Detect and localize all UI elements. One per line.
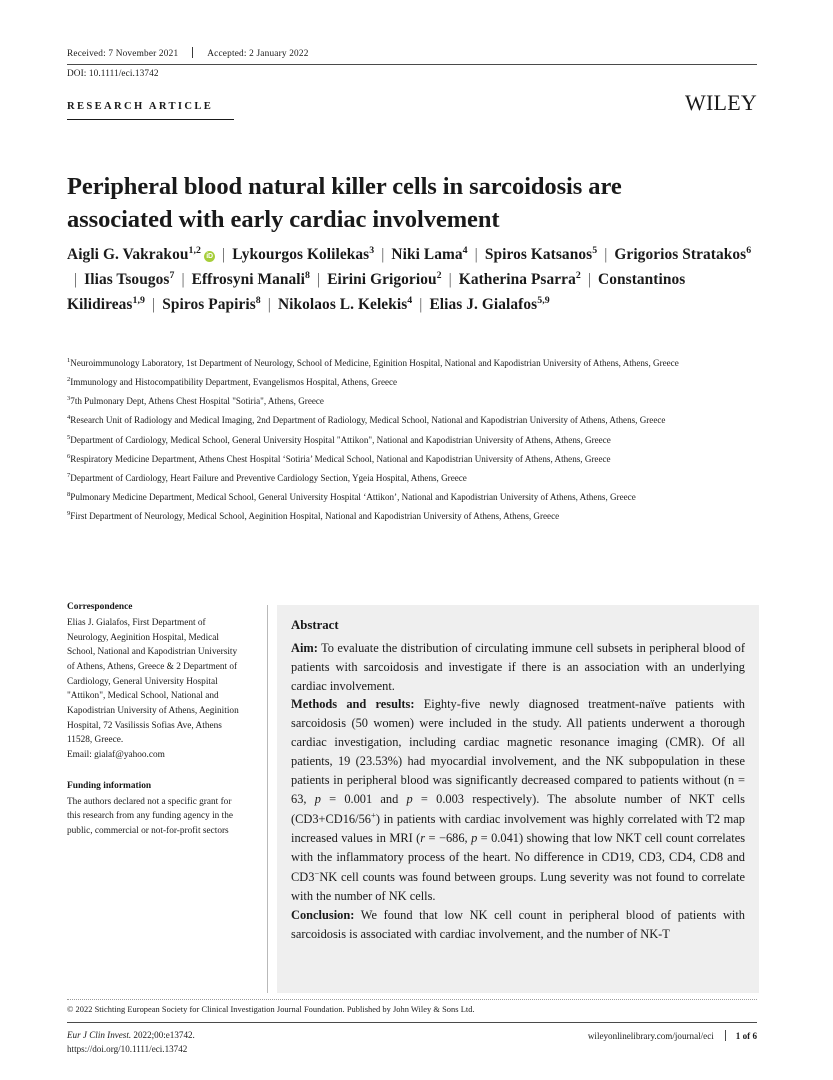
affiliation-text: Research Unit of Radiology and Medical Imaging, 2nd Department of Radiology, Medical School, National and Kapodistrian University of Athens, Athens, Greece — [70, 415, 666, 426]
abstract-aim-label: Aim: — [291, 640, 318, 655]
affiliation-item — [67, 394, 759, 408]
author-name: Niki Lama$^4$ — [391, 245, 468, 264]
author-name: Effrosyni Manali$^8$ — [191, 270, 311, 289]
abstract-methods-text: NK cell counts was found between groups. Lung severity was not found to correlate with the number of NK cells. — [291, 870, 745, 904]
abstract-box — [277, 605, 759, 993]
correspondence-email[interactable]: Email: gialaf@yahoo.com — [67, 750, 165, 761]
author-name: Spiros Katsanos$^5$ — [484, 245, 598, 264]
affiliation-marker: 4 — [67, 414, 71, 422]
doi-line: DOI: 10.1111/eci.13742 — [67, 69, 159, 79]
stat-symbol-p: p — [406, 792, 413, 807]
correspondence-heading: Correspondence — [67, 602, 133, 612]
affiliation-text: Immunology and Histocompatibility Department, Evangelismos Hospital, Athens, Greece — [70, 377, 398, 388]
abstract-methods-label: Methods and results: — [291, 697, 415, 712]
affiliation-marker: 9 — [67, 510, 71, 517]
received-date: Received: 7 November 2021 — [67, 49, 179, 59]
abstract-conclusion-text: We found that low NK cell count in peripheral blood of patients with sarcoidosis is associated with cardiac involvement, and the number of NK-T — [291, 908, 745, 942]
affiliation-item — [67, 375, 759, 389]
header-rule — [67, 64, 757, 65]
wiley-logo-text: WILEY — [685, 90, 757, 115]
abstract-methods-text: = −686, — [425, 831, 472, 846]
author-name: Katherina Psarra$^2$ — [458, 270, 581, 289]
copyright-line: © 2022 Stichting European Society for Clinical Investigation Journal Foundation. Published by John Wiley & Sons Ltd. — [67, 1005, 475, 1014]
correspondence-column — [67, 600, 247, 855]
article-type-label: RESEARCH ARTICLE — [67, 101, 214, 112]
affiliation-item — [67, 471, 759, 485]
affiliation-item — [67, 433, 759, 447]
wiley-logo — [685, 90, 757, 116]
correspondence-body: Elias J. Gialafos, First Department of Neurology, Aeginition Hospital, Medical School, National and Kapodistrian University of Athens, Athens, Greece & 2 Department of Cardiology, General University Hospital "Attikon", Medical School, National and Kapodistrian University of Athens, Aeginition Hospital, 72 Vasilissis Sofias Ave, Athens 11528, Greece. — [67, 617, 239, 746]
affiliation-text: Respiratory Medicine Department, Athens Chest Hospital ‘Sotiria’ Medical School, National and Kapodistrian University of Athens, Athens, Greece — [70, 453, 611, 464]
citation-detail: 2022;00:e13742. — [131, 1030, 195, 1040]
author-affiliation-marker: 8 — [305, 270, 311, 282]
author-separator: | — [317, 271, 321, 289]
orcid-icon[interactable]: iD — [204, 251, 215, 262]
correspondence-block — [67, 600, 247, 763]
author-affiliation-marker: 4 — [462, 245, 468, 256]
author-separator: | — [448, 271, 452, 289]
author-separator: | — [604, 246, 608, 264]
stat-symbol-p: p — [314, 792, 321, 807]
affiliation-item — [67, 356, 759, 370]
author-separator: | — [381, 246, 385, 264]
affiliation-marker: 5 — [67, 433, 71, 441]
page-number: 1 of 6 — [735, 1031, 757, 1041]
column-divider — [267, 605, 268, 993]
author-name: Spiros Papiris$^8$ — [162, 295, 261, 314]
author-affiliation-marker: 2 — [436, 270, 442, 282]
affiliation-item — [67, 413, 759, 427]
author-list — [67, 243, 767, 318]
affiliation-item — [67, 452, 759, 466]
abstract-conclusion-label: Conclusion: — [291, 908, 355, 923]
article-type-rule — [67, 119, 234, 120]
affiliation-marker: 8 — [67, 490, 71, 498]
author-affiliation-marker: 8 — [255, 295, 261, 307]
journal-website-link[interactable]: wileyonlinelibrary.com/journal/eci — [587, 1031, 714, 1041]
affiliation-text: Department of Cardiology, Medical School, General University Hospital "Attikon", National and Kapodistrian University of Athens, Athens, Greece — [70, 434, 611, 445]
author-name: Ilias Tsougos$^7$ — [84, 270, 175, 289]
affiliation-marker: 1 — [67, 357, 71, 364]
marker-plus: + — [370, 810, 376, 821]
abstract-heading: Abstract — [291, 618, 339, 632]
author-separator: | — [222, 246, 226, 264]
author-separator: | — [474, 246, 478, 264]
affiliation-marker: 3 — [67, 395, 71, 403]
author-name: Grigorios Stratakos$^6$ — [614, 245, 752, 264]
author-name: Elias J. Gialafos$^{5,9}$ — [429, 295, 550, 314]
author-separator: | — [587, 271, 592, 289]
affiliation-text: Neuroimmunology Laboratory, 1st Department of Neurology, School of Medicine, Eginition Hospital, National and Kapodistrian University of Athens, Athens, Greece — [70, 358, 679, 369]
author-name: Aigli G. Vakrakou$^{1,2}$ — [67, 245, 202, 264]
affiliation-marker: 2 — [67, 376, 71, 384]
journal-abbreviation: Eur J Clin Invest. — [67, 1030, 132, 1040]
author-affiliation-marker: 3 — [369, 245, 375, 256]
abstract-methods-text: = 0.003 respectively). The absolute number of NKT cells (CD3+CD16/56 — [291, 792, 746, 827]
abstract-methods-text: ) in patients with cardiac involvement was highly correlated with T2 map increased values in MRI ( — [291, 812, 745, 846]
affiliation-item — [67, 490, 759, 504]
affiliation-text: Department of Cardiology, Heart Failure and Preventive Cardiology Section, Ygeia Hospital, Athens, Greece — [70, 472, 467, 483]
abstract-methods-text: = 0.001 and — [320, 792, 407, 807]
abstract-body — [291, 639, 745, 945]
footer-right — [588, 1030, 757, 1041]
affiliation-list — [67, 356, 759, 528]
author-affiliation-marker: 5,9 — [537, 295, 550, 307]
affiliation-text: Pulmonary Medicine Department, Medical School, General University Hospital ‘Attikon’, National and Kapodistrian University of Athens, Athens, Greece — [70, 491, 636, 502]
author-affiliation-marker: 4 — [407, 295, 413, 307]
dates-divider — [192, 47, 193, 58]
author-affiliation-marker: 5 — [592, 245, 598, 256]
abstract-aim-text: To evaluate the distribution of circulating immune cell subsets in peripheral blood of patients with sarcoidosis and investigate if there is an association with an underlying cardiac involvement. — [291, 640, 745, 693]
manuscript-dates — [67, 47, 757, 59]
funding-body: The authors declared not a specific grant for this research from any funding agency in the public, commercial or not-for-profit sectors — [67, 796, 233, 836]
footer-divider — [725, 1030, 726, 1041]
author-affiliation-marker: 1,2 — [188, 245, 202, 256]
affiliation-text: First Department of Neurology, Medical School, Aeginition Hospital, National and Kapodistrian University of Athens, Athens, Greece — [70, 511, 560, 522]
author-affiliation-marker: 2 — [575, 270, 581, 282]
page-title: Peripheral blood natural killer cells in sarcoidosis are associated with early cardiac involvement — [67, 173, 622, 233]
marker-minus: − — [314, 868, 320, 879]
author-separator: | — [74, 271, 78, 289]
accepted-date: Accepted: 2 January 2022 — [207, 49, 309, 59]
stat-symbol-p: p — [471, 831, 478, 846]
author-name: Eirini Grigoriou$^2$ — [327, 270, 442, 289]
author-affiliation-marker: 1,9 — [132, 295, 146, 307]
affiliation-marker: 7 — [67, 471, 71, 479]
affiliation-item — [67, 509, 759, 523]
footer-citation — [67, 1029, 195, 1056]
author-name: Lykourgos Kolilekas$^3$ — [232, 245, 375, 264]
affiliation-marker: 6 — [67, 452, 71, 460]
author-separator: | — [267, 296, 271, 314]
author-separator: | — [152, 296, 156, 314]
abstract-methods-text: = 0.041) showing that low NKT cell count correlates with the inflammatory process of the heart. No difference in CD19, CD3, CD4, CD8 and CD3 — [291, 831, 746, 885]
funding-block — [67, 779, 247, 839]
author-name: Nikolaos L. Kelekis$^4$ — [277, 295, 413, 314]
affiliation-text: 7th Pulmonary Dept, Athens Chest Hospital "Sotiria", Athens, Greece — [70, 396, 324, 407]
footer-dotted-rule — [67, 999, 757, 1000]
author-separator: | — [419, 296, 423, 314]
doi-url[interactable]: https://doi.org/10.1111/eci.13742 — [67, 1043, 188, 1054]
author-name: Constantinos Kilidireas$^{1,9}$ — [67, 271, 686, 314]
funding-heading: Funding information — [67, 780, 152, 791]
author-separator: | — [181, 271, 185, 289]
author-affiliation-marker: 6 — [746, 245, 752, 256]
stat-symbol-r: r — [420, 831, 426, 846]
footer-rule — [67, 1022, 757, 1023]
author-affiliation-marker: 7 — [169, 270, 175, 282]
abstract-methods-text: Eighty-five newly diagnosed treatment-naïve patients with sarcoidosis (50 women) were included in the study. All patients underwent a thorough cardiac investigation, including cardiac magnetic resonance imaging (CMR). Of all patients, 19 (23.53%) had myocardial involvement, and the NK subpopulation in these patients in peripheral blood was significantly decreased compared to patients without (n = 63, — [291, 697, 745, 807]
